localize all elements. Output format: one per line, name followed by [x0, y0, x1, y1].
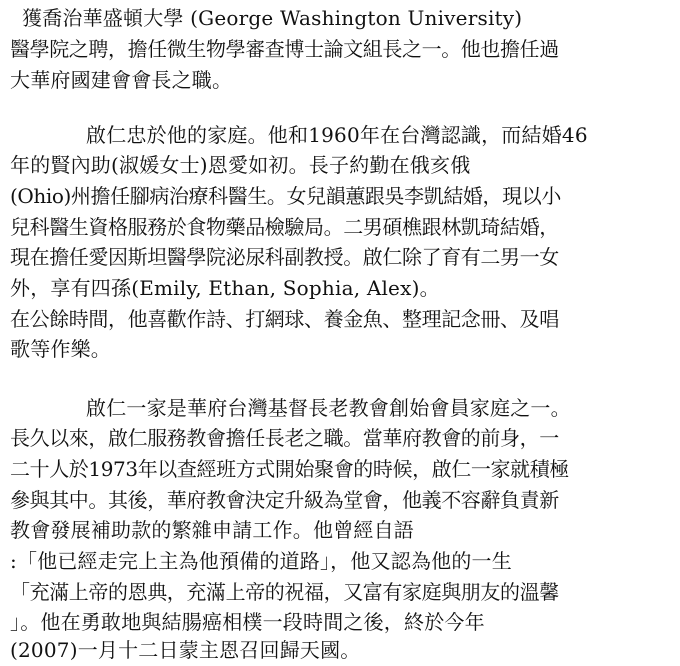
text-line: 兒科醫生資格服務於食物藥品檢驗局。二男碩樵跟林凱琦結婚，	[10, 215, 559, 239]
text-line: 年的賢內助(淑媛女士)恩愛如初。長子約勤在俄亥俄	[10, 153, 471, 177]
text-line: 獲喬治華盛頓大學 (George Washington University)	[22, 6, 523, 30]
text-line: 外，享有四孫(Emily, Ethan, Sophia, Alex)。	[10, 276, 440, 300]
text-line: 二十人於1973年以查經班方式開始聚會的時候，啟仁一家就積極	[10, 457, 569, 481]
text-line: 「充滿上帝的恩典，充滿上帝的祝福，又富有家庭與朋友的溫馨	[10, 580, 559, 604]
text-line: 啟仁忠於他的家庭。他和1960年在台灣認識，而結婚46	[86, 123, 588, 147]
text-line: 長久以來，啟仁服務教會擔任長老之職。當華府教會的前身，一	[10, 426, 559, 450]
text-line: 」。他在勇敢地與結腸癌相樸一段時間之後，終於今年	[10, 610, 485, 634]
text-line: 大華府國建會會長之職。	[10, 68, 233, 92]
text-line: 在公餘時間，他喜歡作詩、打網球、養金魚、整理記念冊、及唱	[10, 307, 559, 331]
text-line: 歌等作樂。	[10, 337, 111, 361]
text-line: 教會發展補助款的繁雜申請工作。他曾經自語	[10, 518, 414, 542]
text-line: (Ohio)州擔任腳病治療科醫生。女兒韻蕙跟吳李凱結婚，現以小	[10, 184, 561, 208]
text-line: 醫學院之聘，擔任微生物學審查博士論文組長之一。他也擔任過	[10, 37, 559, 61]
text-line: (2007)一月十二日蒙主恩召回歸天國。	[10, 638, 361, 662]
text-line: 啟仁一家是華府台灣基督長老教會創始會員家庭之一。	[86, 396, 571, 420]
text-line: 現在擔任愛因斯坦醫學院泌尿科副教授。啟仁除了育有二男一女	[10, 245, 559, 269]
text-line: 參與其中。其後，華府教會決定升級為堂會，他義不容辭負責新	[10, 488, 559, 512]
text-line: :「他已經走完上主為他預備的道路」，他又認為他的一生	[10, 549, 512, 573]
